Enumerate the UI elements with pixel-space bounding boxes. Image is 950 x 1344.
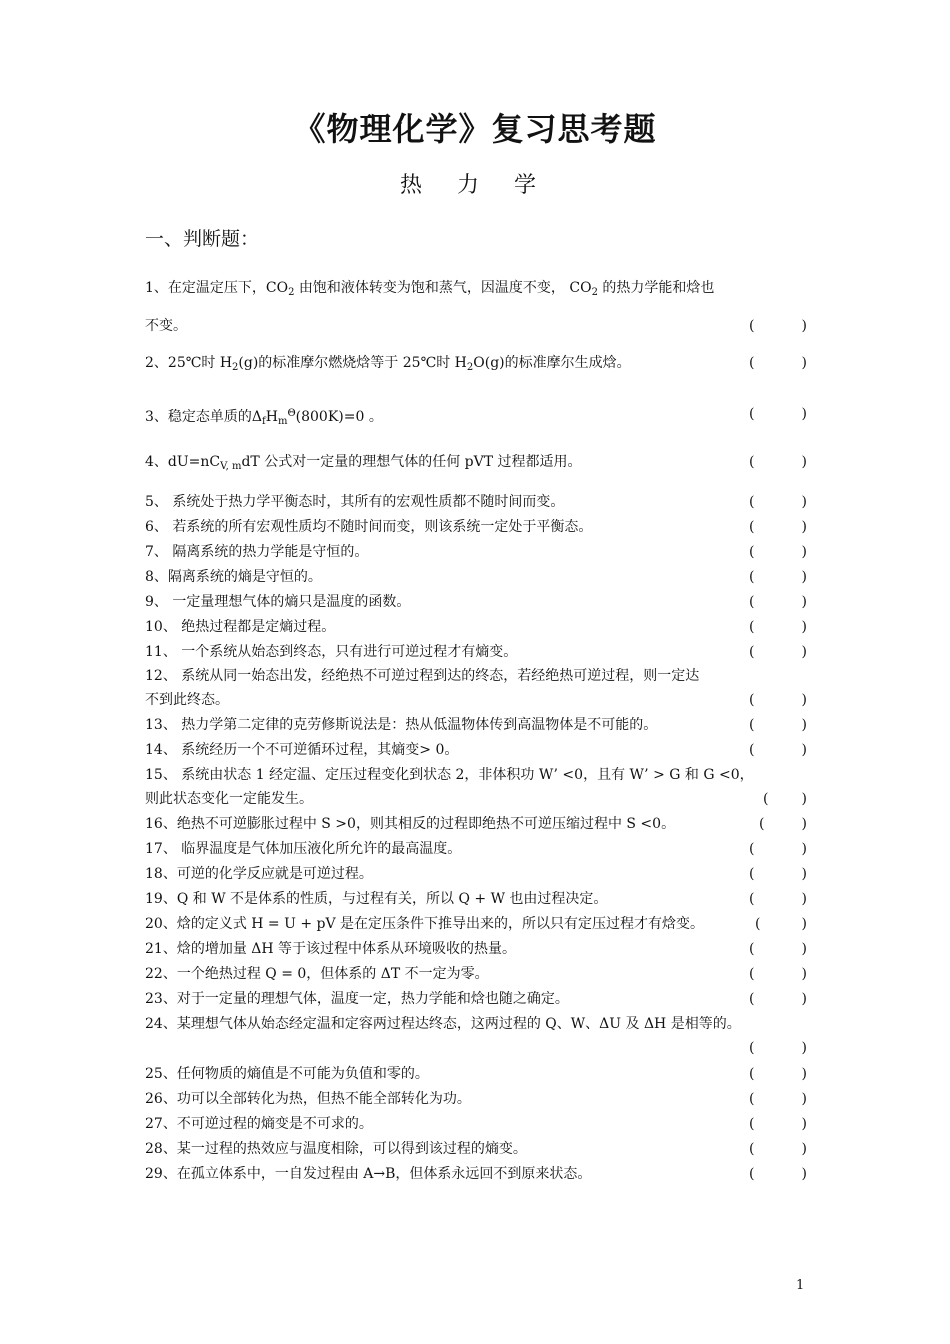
question-10: 10、 绝热过程都是定熵过程。 ( ) [145, 615, 807, 639]
question-5: 5、 系统处于热力学平衡态时，其所有的宏观性质都不随时间而变。 ( ) [145, 490, 807, 514]
page-number: 1 [796, 1278, 805, 1293]
question-28: 28、某一过程的热效应与温度相除，可以得到该过程的熵变。 ( ) [145, 1137, 807, 1161]
answer-blank[interactable]: ( ) [749, 1040, 807, 1056]
question-16: 16、绝热不可逆膨胀过程中 S >0，则其相反的过程即绝热不可逆压缩过程中 S <0。 ( ) [145, 812, 807, 836]
question-15: 15、 系统由状态 1 经定温、定压过程变化到状态 2，非体积功 W’ <0，且有 W’ > G 和 G <0， [145, 767, 754, 783]
question-26: 26、功可以全部转化为热，但热不能全部转化为功。 ( ) [145, 1087, 807, 1111]
answer-blank[interactable]: ( ) [749, 966, 807, 982]
question-12-cont: 不到此终态。 ( ) [145, 688, 807, 712]
question-12: 12、 系统从同一始态出发，经绝热不可逆过程到达的终态，若经绝热可逆过程，则一定达 [145, 668, 700, 684]
question-29: 29、在孤立体系中，一自发过程由 A→B，但体系永远回不到原来状态。 ( ) [145, 1162, 807, 1186]
answer-blank[interactable]: ( ) [749, 569, 807, 585]
question-22: 22、一个绝热过程 Q = 0，但体系的 ΔT 不一定为零。 ( ) [145, 962, 807, 986]
answer-blank[interactable]: ( ) [759, 816, 807, 832]
answer-blank[interactable]: ( ) [749, 941, 807, 957]
answer-blank[interactable]: ( ) [749, 1141, 807, 1157]
question-13: 13、 热力学第二定律的克劳修斯说法是：热从低温物体传到高温物体是不可能的。 ( ) [145, 713, 807, 737]
answer-blank[interactable]: ( ) [749, 644, 807, 660]
question-14: 14、 系统经历一个不可逆循环过程，其熵变> 0。 ( ) [145, 738, 807, 762]
question-19: 19、Q 和 W 不是体系的性质，与过程有关，所以 Q + W 也由过程决定。 ( ) [145, 887, 807, 911]
chapter-subtitle: 热 力 学 [400, 173, 550, 198]
answer-blank[interactable]: ( ) [749, 866, 807, 882]
answer-blank[interactable]: ( ) [749, 742, 807, 758]
answer-blank[interactable]: ( ) [749, 406, 807, 422]
answer-blank[interactable]: ( ) [749, 841, 807, 857]
answer-blank[interactable]: ( ) [755, 916, 807, 932]
answer-blank[interactable]: ( ) [749, 519, 807, 535]
question-3: 3、稳定态单质的$\Delta_fH_m^\Theta(800K)=0$ 。 ( ) [145, 402, 807, 434]
question-23: 23、对于一定量的理想气体，温度一定，热力学能和焓也随之确定。 ( ) [145, 987, 807, 1011]
answer-blank[interactable]: ( ) [749, 355, 807, 371]
answer-blank[interactable]: ( ) [749, 619, 807, 635]
answer-blank[interactable]: ( ) [749, 692, 807, 708]
answer-blank[interactable]: ( ) [749, 318, 807, 334]
question-24: 24、某理想气体从始态经定温和定容两过程达终态，这两过程的 Q、W、ΔU 及 ΔH 是相等的。 [145, 1016, 741, 1032]
question-1-cont: 不变。 ( ) [145, 314, 807, 338]
question-2: 2、25℃时 $H_2(g)$的标准摩尔燃烧焓等于 25℃时 $H_2O(g)$的标准摩尔生成焓。 ( ) [145, 351, 807, 380]
question-4: 4、$dU=nC_{V, m}dT$ 公式对一定量的理想气体的任何 pVT 过程都适用。 ( ) [145, 450, 807, 479]
question-7: 7、 隔离系统的热力学能是守恒的。 ( ) [145, 540, 807, 564]
question-27: 27、不可逆过程的熵变是不可求的。 ( ) [145, 1112, 807, 1136]
question-25: 25、任何物质的熵值是不可能为负值和零的。 ( ) [145, 1062, 807, 1086]
question-17: 17、 临界温度是气体加压液化所允许的最高温度。 ( ) [145, 837, 807, 861]
answer-blank[interactable]: ( ) [749, 594, 807, 610]
question-20: 20、焓的定义式 H = U + pV 是在定压条件下推导出来的，所以只有定压过程才有焓变。 ( ) [145, 912, 807, 936]
answer-blank[interactable]: ( ) [763, 791, 807, 807]
question-11: 11、 一个系统从始态到终态，只有进行可逆过程才有熵变。 ( ) [145, 640, 807, 664]
answer-blank[interactable]: ( ) [749, 991, 807, 1007]
answer-blank[interactable]: ( ) [749, 1116, 807, 1132]
question-1: 1、在定温定压下，$CO_2$ 由饱和液体转变为饱和蒸气，因温度不变， $CO_2$ 的热力学能和焓也 [145, 280, 715, 298]
question-8: 8、隔离系统的熵是守恒的。 ( ) [145, 565, 807, 589]
section-heading: 一、判断题： [145, 228, 260, 250]
answer-blank[interactable]: ( ) [749, 454, 807, 470]
answer-blank[interactable]: ( ) [749, 494, 807, 510]
question-9: 9、 一定量理想气体的熵只是温度的函数。 ( ) [145, 590, 807, 614]
answer-blank[interactable]: ( ) [749, 891, 807, 907]
page-title: 《物理化学》复习思考题 [293, 110, 657, 148]
answer-blank[interactable]: ( ) [749, 717, 807, 733]
question-15-cont: 则此状态变化一定能发生。 ( ) [145, 787, 807, 811]
answer-blank[interactable]: ( ) [749, 1091, 807, 1107]
question-21: 21、焓的增加量 ΔH 等于该过程中体系从环境吸收的热量。 ( ) [145, 937, 807, 961]
answer-blank[interactable]: ( ) [749, 1166, 807, 1182]
question-6: 6、 若系统的所有宏观性质均不随时间而变，则该系统一定处于平衡态。 ( ) [145, 515, 807, 539]
answer-blank[interactable]: ( ) [749, 544, 807, 560]
answer-blank[interactable]: ( ) [749, 1066, 807, 1082]
question-18: 18、可逆的化学反应就是可逆过程。 ( ) [145, 862, 807, 886]
